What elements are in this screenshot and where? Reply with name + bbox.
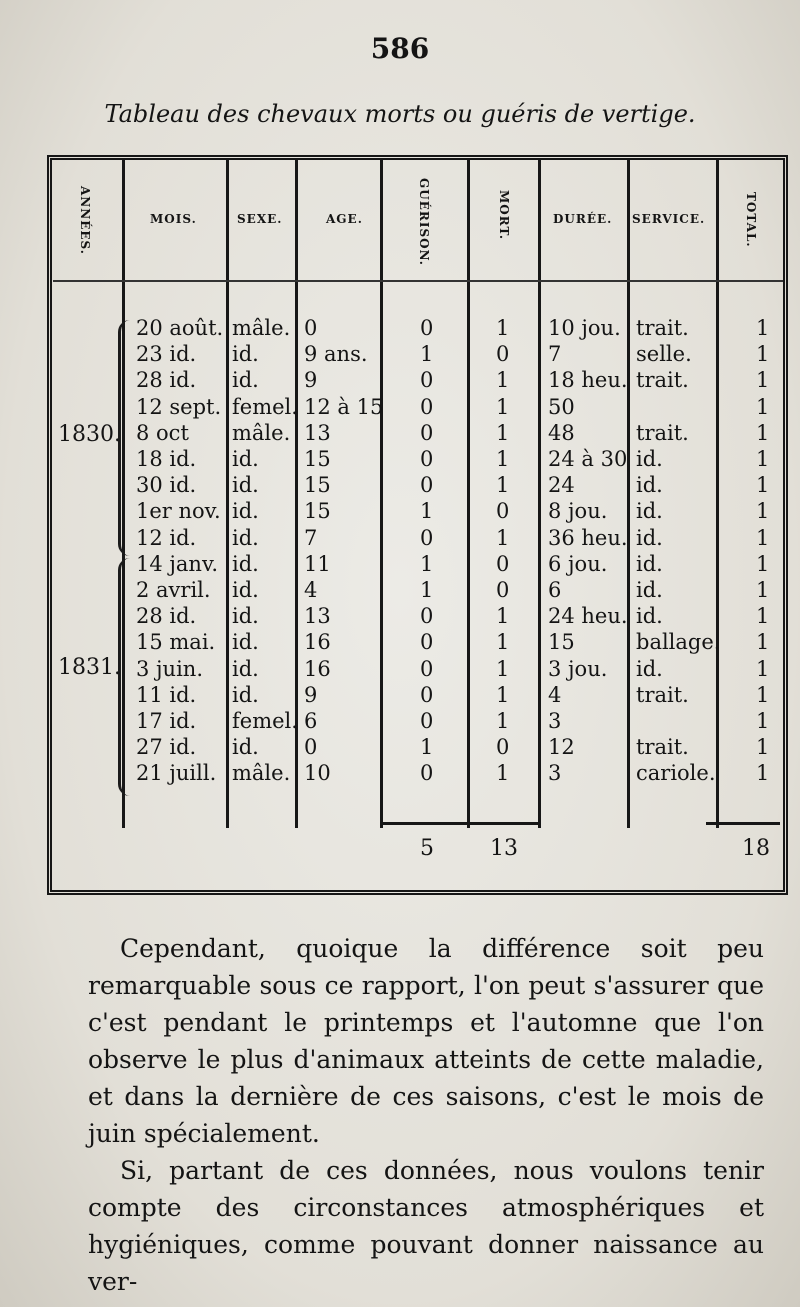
cell-mort: 1	[496, 761, 510, 786]
cell-sexe: mâle.	[232, 761, 291, 786]
table-row	[0, 657, 800, 683]
cell-sexe: id.	[232, 604, 259, 629]
cell-guerison: 0	[420, 761, 434, 786]
cell-service: trait.	[636, 682, 689, 707]
cell-mort: 0	[496, 735, 510, 760]
year-label: 1831.	[58, 655, 121, 680]
cell-age: 16	[304, 630, 331, 655]
cell-mois: 23 id.	[136, 342, 197, 367]
cell-service: id.	[636, 551, 663, 576]
table-row	[0, 552, 800, 578]
cell-mort: 1	[496, 368, 510, 393]
cell-total: 1	[756, 525, 770, 550]
table-row	[0, 578, 800, 604]
cell-age: 9	[304, 682, 318, 707]
total-mort: 13	[490, 836, 518, 861]
header-annees: ANNÉES.	[78, 186, 92, 255]
cell-service: trait.	[636, 368, 689, 393]
cell-guerison: 0	[420, 709, 434, 733]
header-sexe: SEXE.	[237, 212, 283, 226]
cell-duree: 12	[548, 735, 575, 760]
cell-duree: 6	[548, 578, 562, 602]
cell-sexe: id.	[232, 525, 259, 550]
cell-duree: 3 jou.	[548, 656, 608, 681]
cell-mort: 0	[496, 499, 510, 524]
table-row	[0, 735, 800, 761]
cell-sexe: id.	[232, 630, 259, 655]
cell-age: 13	[304, 604, 331, 629]
cell-age: 16	[304, 656, 331, 681]
cell-sexe: id.	[232, 499, 259, 524]
header-age: AGE.	[326, 212, 363, 226]
cell-service: id.	[636, 525, 663, 550]
cell-guerison: 0	[420, 525, 434, 550]
cell-total: 1	[756, 709, 770, 733]
cell-mois: 20 août.	[136, 316, 224, 340]
cell-age: 7	[304, 525, 318, 550]
cell-duree: 3	[548, 709, 562, 733]
cell-age: 10	[304, 761, 331, 786]
cell-mois: 28 id.	[136, 604, 197, 629]
table-row	[0, 526, 800, 552]
header-duree: DURÉE.	[553, 212, 613, 226]
cell-guerison: 0	[420, 682, 434, 707]
cell-service: id.	[636, 499, 663, 524]
cell-duree: 48	[548, 420, 575, 445]
paragraph: Si, partant de ces données, nous voulons tenir compte des circonstances atmosphériques et hygiéniques, comme pouvant donner naissance au ver-	[88, 1156, 764, 1296]
cell-age: 0	[304, 735, 318, 760]
cell-mois: 1er nov.	[136, 499, 221, 524]
cell-mois: 18 id.	[136, 447, 197, 471]
cell-service: cariole.	[636, 761, 716, 786]
table-row	[0, 368, 800, 394]
cell-sexe: id.	[232, 368, 259, 393]
sum-rule	[706, 822, 780, 825]
table-row	[0, 342, 800, 368]
cell-guerison: 0	[420, 630, 434, 655]
table-row	[0, 683, 800, 709]
page-number: 586	[370, 32, 430, 65]
cell-service: id.	[636, 578, 663, 602]
cell-duree: 3	[548, 761, 562, 786]
cell-age: 9 ans.	[304, 342, 368, 367]
cell-total: 1	[756, 578, 770, 602]
cell-age: 11	[304, 551, 331, 576]
table-row	[0, 395, 800, 421]
table-row	[0, 421, 800, 447]
cell-mois: 15 mai.	[136, 630, 216, 655]
table-title: Tableau des chevaux morts ou guéris de vertige.	[104, 100, 696, 128]
cell-service: id.	[636, 473, 663, 498]
table-row	[0, 473, 800, 499]
cell-total: 1	[756, 473, 770, 498]
cell-mort: 1	[496, 447, 510, 471]
cell-service: id.	[636, 656, 663, 681]
cell-age: 15	[304, 447, 331, 471]
header-mois: MOIS.	[150, 212, 197, 226]
cell-guerison: 0	[420, 394, 434, 419]
cell-mort: 0	[496, 551, 510, 576]
cell-mois: 2 avril.	[136, 578, 211, 602]
cell-age: 6	[304, 709, 318, 733]
cell-guerison: 0	[420, 316, 434, 340]
cell-sexe: mâle.	[232, 420, 291, 445]
cell-guerison: 0	[420, 447, 434, 471]
cell-guerison: 0	[420, 604, 434, 629]
cell-duree: 6 jou.	[548, 551, 608, 576]
cell-mois: 28 id.	[136, 368, 197, 393]
cell-total: 1	[756, 447, 770, 471]
cell-mois: 21 juill.	[136, 761, 217, 786]
cell-total: 1	[756, 604, 770, 629]
cell-duree: 4	[548, 682, 562, 707]
cell-total: 1	[756, 420, 770, 445]
cell-total: 1	[756, 499, 770, 524]
header-service: SERVICE.	[632, 212, 706, 226]
cell-mois: 12 sept.	[136, 394, 222, 419]
cell-service: ballage.	[636, 630, 721, 655]
cell-age: 15	[304, 499, 331, 524]
total-overall: 18	[742, 836, 770, 861]
cell-mort: 1	[496, 525, 510, 550]
cell-mort: 1	[496, 394, 510, 419]
cell-mois: 12 id.	[136, 525, 197, 550]
cell-total: 1	[756, 656, 770, 681]
cell-duree: 24	[548, 473, 575, 498]
cell-guerison: 1	[420, 499, 434, 524]
cell-sexe: id.	[232, 447, 259, 471]
cell-total: 1	[756, 682, 770, 707]
cell-total: 1	[756, 368, 770, 393]
cell-total: 1	[756, 342, 770, 367]
header-mort: MORT.	[497, 190, 511, 241]
table-row	[0, 761, 800, 787]
cell-mort: 1	[496, 682, 510, 707]
cell-mort: 0	[496, 342, 510, 367]
cell-mois: 30 id.	[136, 473, 197, 498]
cell-guerison: 1	[420, 578, 434, 602]
cell-service: selle.	[636, 342, 692, 367]
cell-mort: 1	[496, 709, 510, 733]
header-guerison: GUÉRISON.	[417, 178, 431, 266]
year-label: 1830.	[58, 422, 121, 447]
cell-mort: 1	[496, 473, 510, 498]
cell-sexe: mâle.	[232, 316, 291, 340]
cell-age: 4	[304, 578, 318, 602]
cell-total: 1	[756, 630, 770, 655]
cell-duree: 10 jou.	[548, 316, 621, 340]
table-row	[0, 447, 800, 473]
cell-total: 1	[756, 735, 770, 760]
cell-mois: 17 id.	[136, 709, 197, 733]
cell-duree: 7	[548, 342, 562, 367]
cell-sexe: id.	[232, 656, 259, 681]
table-row	[0, 604, 800, 630]
cell-mort: 0	[496, 578, 510, 602]
cell-age: 13	[304, 420, 331, 445]
cell-guerison: 0	[420, 368, 434, 393]
cell-sexe: femel.	[232, 394, 298, 419]
paragraph: Cependant, quoique la différence soit peu remarquable sous ce rapport, l'on peut s'assurer que c'est pendant le printemps et l'automne que l'on observe le plus d'animaux atteints de cette maladie, et dans la dernière de ces saisons, c'est le mois de juin spécialement.	[88, 934, 764, 1148]
cell-age: 0	[304, 316, 318, 340]
header-total: TOTAL.	[744, 192, 758, 248]
cell-guerison: 0	[420, 420, 434, 445]
cell-mois: 27 id.	[136, 735, 197, 760]
cell-sexe: id.	[232, 342, 259, 367]
cell-duree: 24 heu.	[548, 604, 628, 629]
cell-total: 1	[756, 316, 770, 340]
cell-sexe: id.	[232, 473, 259, 498]
sum-rule	[380, 822, 540, 825]
cell-mort: 1	[496, 420, 510, 445]
cell-total: 1	[756, 761, 770, 786]
cell-mort: 1	[496, 316, 510, 340]
cell-service: trait.	[636, 316, 689, 340]
cell-guerison: 0	[420, 656, 434, 681]
cell-total: 1	[756, 394, 770, 419]
cell-duree: 18 heu.	[548, 368, 628, 393]
cell-mois: 8 oct	[136, 420, 189, 445]
cell-age: 9	[304, 368, 318, 393]
total-guerison: 5	[420, 836, 434, 861]
table-row	[0, 630, 800, 656]
cell-guerison: 1	[420, 735, 434, 760]
table-row	[0, 316, 800, 342]
cell-duree: 15	[548, 630, 575, 655]
table-row	[0, 709, 800, 735]
cell-duree: 24 à 30	[548, 447, 628, 471]
header-rule	[53, 280, 783, 282]
cell-mort: 1	[496, 656, 510, 681]
cell-mois: 3 juin.	[136, 656, 203, 681]
table-row	[0, 499, 800, 525]
cell-sexe: id.	[232, 735, 259, 760]
cell-age: 15	[304, 473, 331, 498]
cell-mois: 11 id.	[136, 682, 197, 707]
cell-sexe: femel.	[232, 709, 298, 733]
cell-sexe: id.	[232, 682, 259, 707]
cell-age: 12 à 15	[304, 394, 384, 419]
cell-service: id.	[636, 447, 663, 471]
cell-service: trait.	[636, 735, 689, 760]
cell-mort: 1	[496, 630, 510, 655]
cell-sexe: id.	[232, 578, 259, 602]
cell-duree: 8 jou.	[548, 499, 608, 524]
cell-service: id.	[636, 604, 663, 629]
cell-mois: 14 janv.	[136, 551, 219, 576]
cell-mort: 1	[496, 604, 510, 629]
cell-guerison: 1	[420, 342, 434, 367]
cell-sexe: id.	[232, 551, 259, 576]
cell-service: trait.	[636, 420, 689, 445]
cell-duree: 36 heu.	[548, 525, 628, 550]
cell-guerison: 0	[420, 473, 434, 498]
cell-duree: 50	[548, 394, 575, 419]
cell-total: 1	[756, 551, 770, 576]
cell-guerison: 1	[420, 551, 434, 576]
